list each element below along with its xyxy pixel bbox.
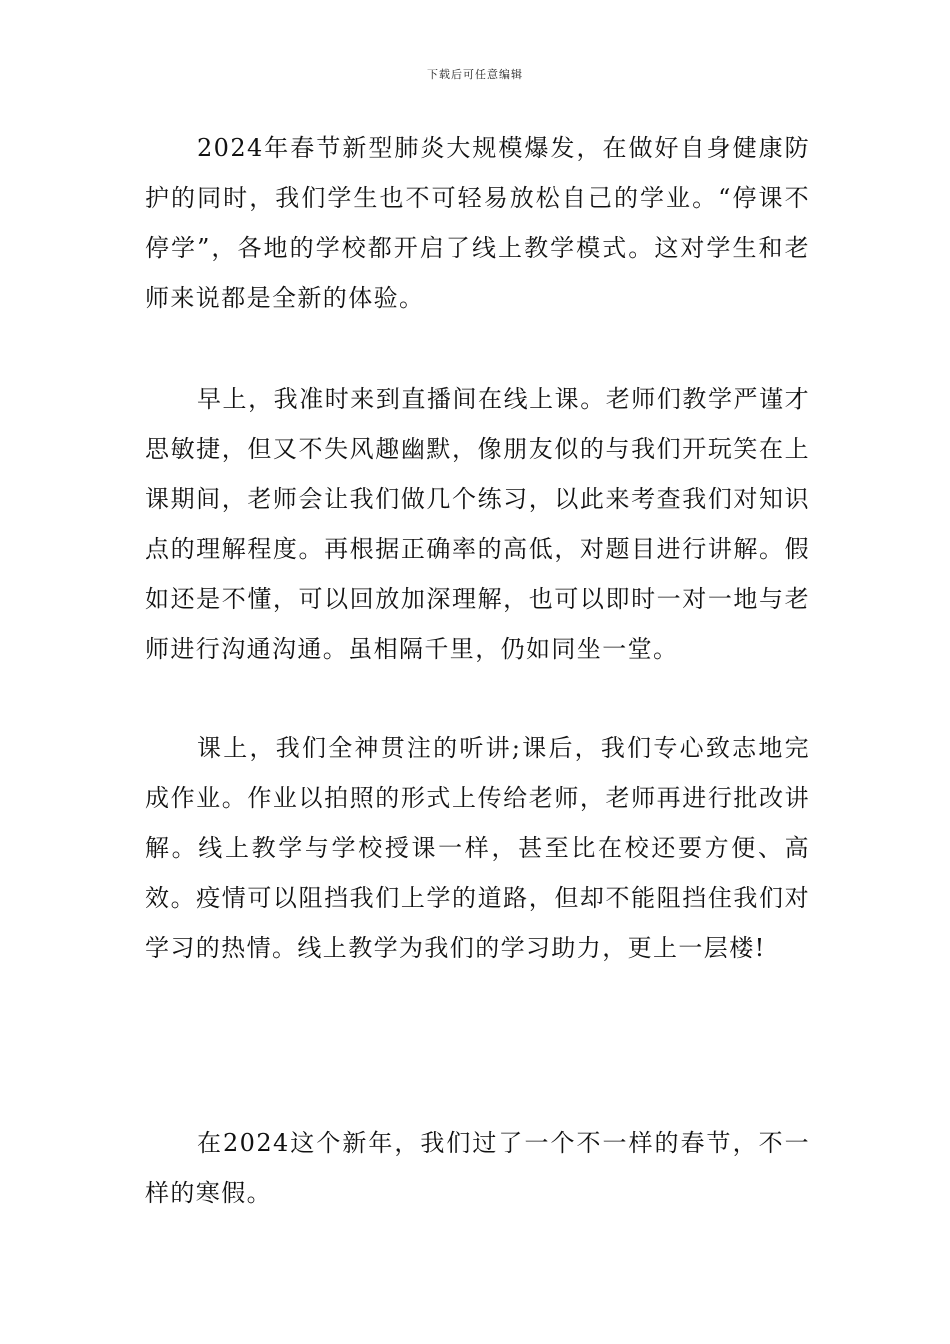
- paragraph-1: 2024年春节新型肺炎大规模爆发，在做好自身健康防护的同时，我们学生也不可轻易放松自己的学业。“停课不停学”，各地的学校都开启了线上教学模式。这对学生和老师来说都是全新的体验。: [145, 134, 810, 312]
- paragraph-2: 早上，我准时来到直播间在线上课。老师们教学严谨才思敏捷，但又不失风趣幽默，像朋友似的与我们开玩笑在上课期间，老师会让我们做几个练习，以此来考查我们对知识点的理解程度。再根据正确率的高低，对题目进行讲解。假如还是不懂，可以回放加深理解，也可以即时一对一地与老师进行沟通沟通。虽相隔千里，仍如同坐一堂。: [145, 385, 810, 663]
- paragraph-4: 在2024这个新年，我们过了一个不一样的春节，不一样的寒假。: [145, 1129, 810, 1207]
- header-note: 下载后可任意编辑: [427, 68, 523, 81]
- paragraph-3: 课上，我们全神贯注的听讲;课后，我们专心致志地完成作业。作业以拍照的形式上传给老师，老师再进行批改讲解。线上教学与学校授课一样，甚至比在校还要方便、高效。疫情可以阻挡我们上学的道路，但却不能阻挡住我们对学习的热情。线上教学为我们的学习助力，更上一层楼!: [145, 734, 810, 962]
